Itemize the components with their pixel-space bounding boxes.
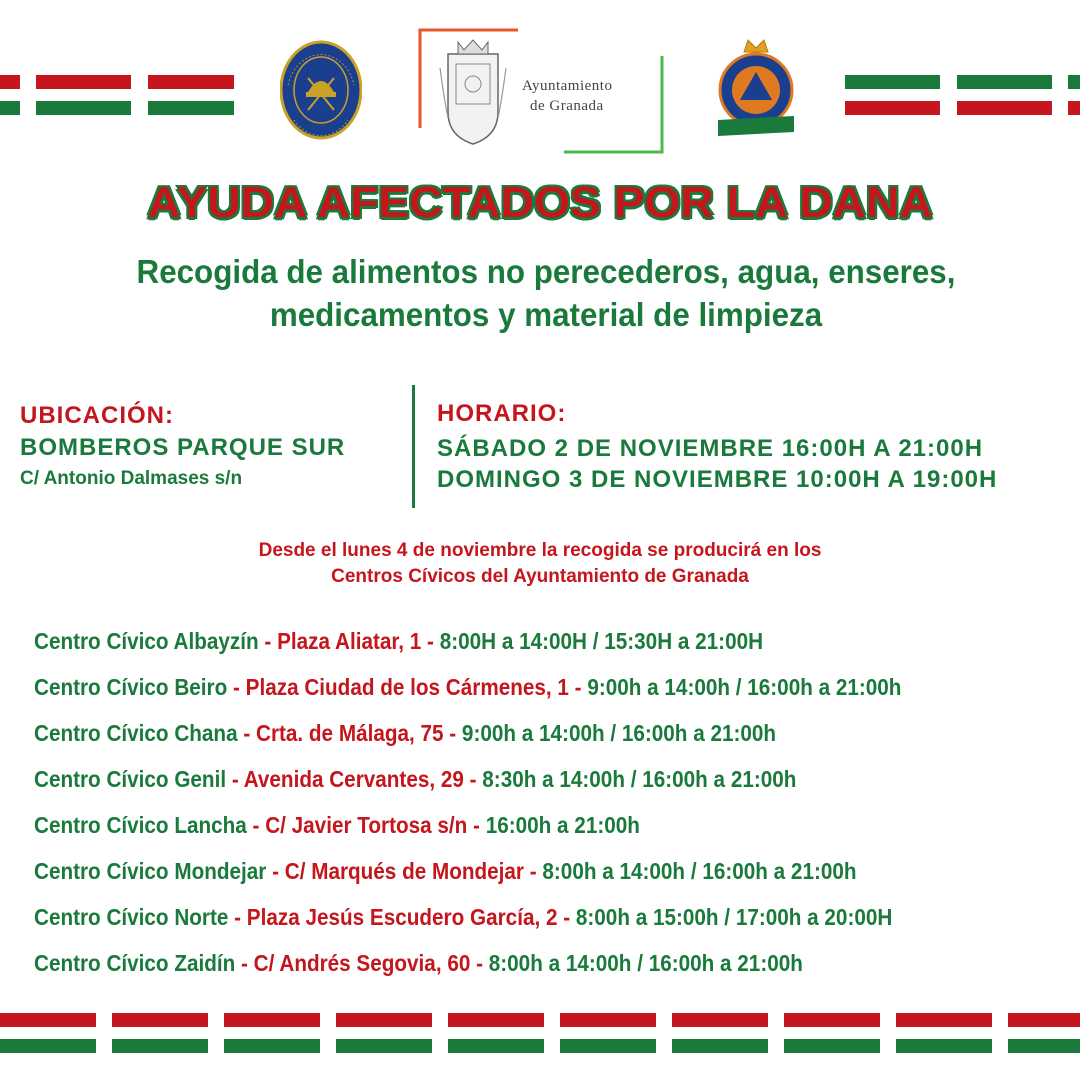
separator: - [470,950,489,976]
center-address: Plaza Ciudad de los Cármenes, 1 [245,674,569,700]
center-name: Centro Cívico Lancha [34,812,247,838]
schedule-line: DOMINGO 3 DE NOVIEMBRE 10:00H A 19:00H [437,466,998,493]
separator: - [258,628,278,654]
separator: - [226,766,244,792]
firefighters-badge-icon [280,40,362,140]
center-address: Crta. de Málaga, 75 [256,720,444,746]
notice-line2: Centros Cívicos del Ayuntamiento de Granada [331,566,749,587]
separator: - [467,812,486,838]
center-hours: 9:00h a 14:00h / 16:00h a 21:00h [461,720,777,746]
center-address: Plaza Jesús Escudero García, 2 [246,904,558,930]
granada-coat-of-arms-icon [440,40,506,144]
center-hours: 8:00h a 14:00h / 16:00h a 21:00h [488,950,803,976]
center-address: Plaza Aliatar, 1 [277,628,422,654]
center-hours: 8:00h a 15:00h / 17:00h a 20:00H [575,904,893,930]
civil-protection-emblem-icon [714,36,798,146]
center-hours: 8:30h a 14:00h / 16:00h a 21:00h [482,766,797,792]
notice-line1: Desde el lunes 4 de noviembre la recogida se producirá en los [258,540,822,561]
separator: - [237,720,257,746]
center-address: C/ Javier Tortosa s/n [265,812,468,838]
subtitle-line2: medicamentos y material de limpieza [269,296,823,333]
list-item [34,950,901,996]
center-name: Centro Cívico Zaidín [34,950,236,976]
separator: - [463,766,483,792]
ayuntamiento-line2: de Granada [530,98,604,114]
center-address: Avenida Cervantes, 29 [243,766,464,792]
list-item [34,812,901,858]
center-name: Centro Cívico Beiro [34,674,228,700]
location-address: C/ Antonio Dalmases s/n [20,468,243,489]
separator: - [421,628,440,654]
center-hours: 8:00H a 14:00H / 15:30H a 21:00H [439,628,764,654]
center-name: Centro Cívico Norte [34,904,229,930]
center-hours: 9:00h a 14:00h / 16:00h a 21:00h [587,674,902,700]
separator: - [568,674,588,700]
center-name: Centro Cívico Genil [34,766,227,792]
center-name: Centro Cívico Mondejar [34,858,267,884]
separator: - [227,674,246,700]
separator: - [523,858,543,884]
center-hours: 8:00h a 14:00h / 16:00h a 21:00h [542,858,857,884]
civic-centers-list [34,628,998,996]
list-item [34,766,901,812]
list-item [34,858,901,904]
separator: - [557,904,576,930]
page-title: AYUDA AFECTADOS POR LA DANA [147,178,933,227]
separator: - [235,950,254,976]
list-item [34,628,901,674]
separator: - [246,812,266,838]
schedule-label: HORARIO: [437,400,567,427]
separator: - [266,858,285,884]
separator: - [228,904,247,930]
center-address: C/ Andrés Segovia, 60 [253,950,471,976]
list-item [34,904,901,950]
list-item [34,720,901,766]
separator: - [443,720,462,746]
list-item [34,674,901,720]
subtitle-line1: Recogida de alimentos no perecederos, agua, enseres, [136,253,956,290]
center-hours: 16:00h a 21:00h [485,812,640,838]
center-name: Centro Cívico Albayzín [34,628,259,654]
schedule-line: SÁBADO 2 DE NOVIEMBRE 16:00H A 21:00H [437,435,984,462]
location-label: UBICACIÓN: [20,402,174,429]
ayuntamiento-line1: Ayuntamiento [522,78,613,94]
center-name: Centro Cívico Chana [34,720,238,746]
vertical-divider [412,385,415,508]
center-address: C/ Marqués de Mondejar [284,858,524,884]
location-name: BOMBEROS PARQUE SUR [20,434,346,461]
